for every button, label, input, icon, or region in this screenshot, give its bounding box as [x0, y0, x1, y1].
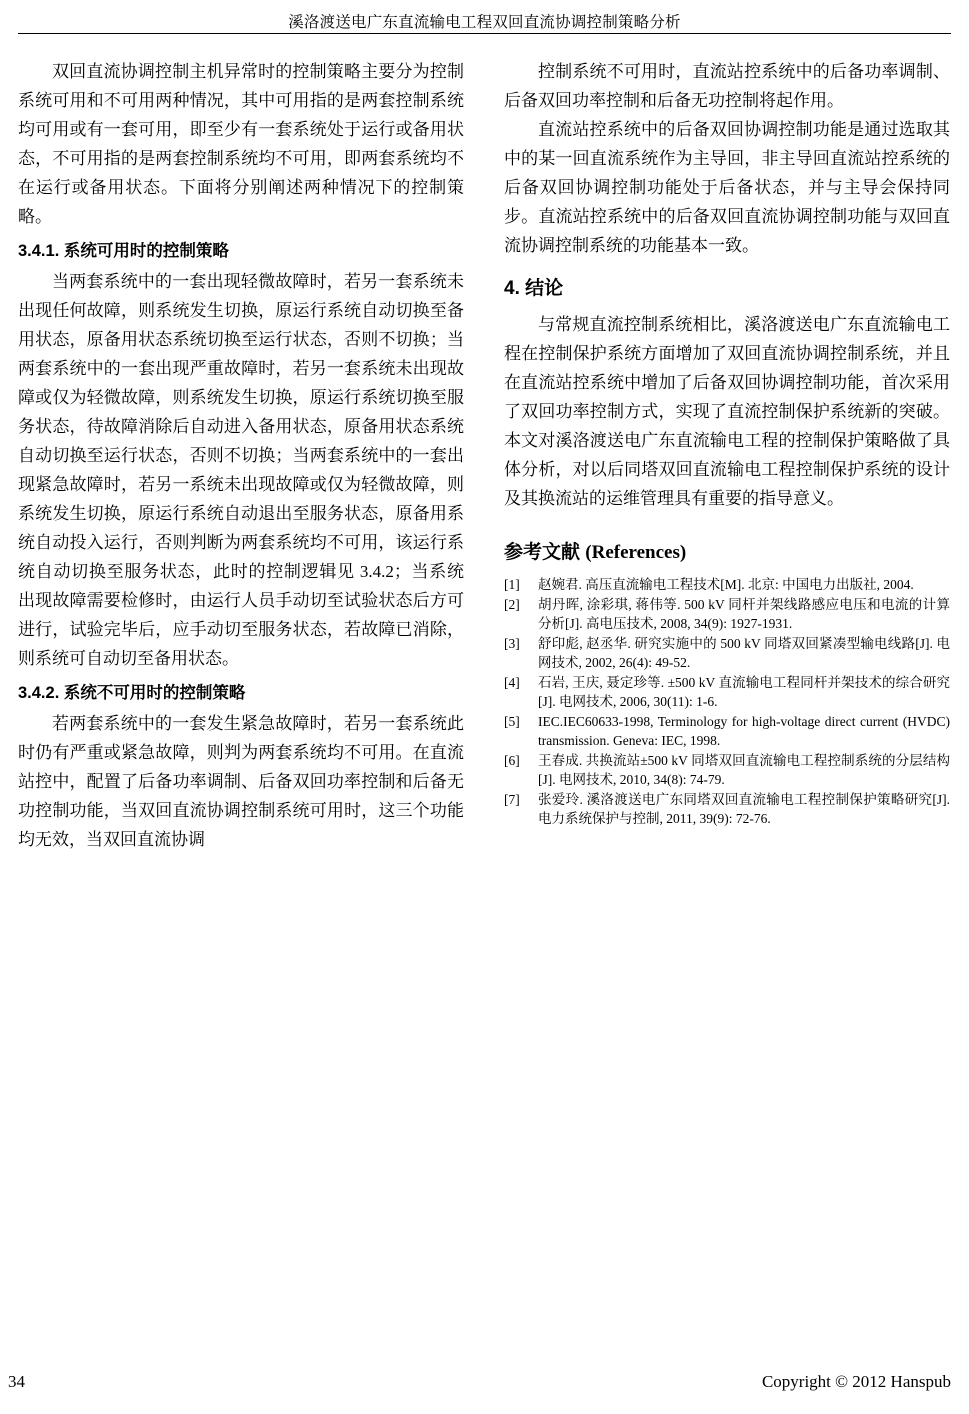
reference-text: 舒印彪, 赵丞华. 研究实施中的 500 kV 同塔双回紧凑型输电线路[J]. 电网技术, 2002, 26(4): 49-52. [538, 636, 950, 670]
subheading-3-4-1: 3.4.1. 系统可用时的控制策略 [18, 242, 229, 260]
reference-text: 王春成. 共换流站±500 kV 同塔双回直流输电工程控制系统的分层结构[J]. 电网技术, 2010, 34(8): 74-79. [538, 753, 950, 787]
list-item [504, 673, 950, 711]
reference-text: 胡丹晖, 涂彩琪, 蒋伟等. 500 kV 同杆并架线路感应电压和电流的计算分析[J]. 高电压技术, 2008, 34(9): 1927-1931. [538, 597, 950, 631]
references-heading [504, 539, 950, 567]
header-rule [18, 33, 951, 34]
reference-number: [2] [504, 597, 520, 612]
section-heading-conclusion: 4. 结论 [504, 278, 564, 299]
two-column-body [18, 57, 951, 854]
copyright-notice: Copyright © 2012 Hanspub [761, 1372, 951, 1391]
references-heading-en: (References) [585, 542, 687, 563]
list-item [504, 634, 950, 672]
page-footer [8, 1370, 951, 1392]
reference-number: [3] [504, 636, 520, 651]
list-item [504, 712, 950, 750]
list-item [504, 790, 950, 828]
paragraph-right-3: 与常规直流控制系统相比，溪洛渡送电广东直流输电工程在控制保护系统方面增加了双回直流协调控制系统，并且在直流站控系统中增加了后备双回协调控制功能，首次采用了双回功率控制方式，实现了直流控制保护系统新的突破。本文对溪洛渡送电广东直流输电工程的控制保护策略做了具体分析，对以后同塔双回直流输电工程控制保护系统的设计及其换流站的运维管理具有重要的指导意义。 [504, 315, 950, 508]
left-column [18, 57, 464, 854]
reference-text: 赵婉君. 高压直流输电工程技术[M]. 北京: 中国电力出版社, 2004. [538, 577, 914, 592]
reference-number: [1] [504, 577, 520, 592]
reference-number: [6] [504, 753, 520, 768]
paragraph-right-1: 控制系统不可用时，直流站控系统中的后备功率调制、后备双回功率控制和后备无功控制将起作用。 [504, 62, 950, 110]
reference-text: 张爱玲. 溪洛渡送电广东同塔双回直流输电工程控制保护策略研究[J]. 电力系统保护与控制, 2011, 39(9): 72-76. [538, 792, 950, 826]
reference-number: [5] [504, 714, 520, 729]
reference-text: IEC.IEC60633-1998, Terminology for high-voltage direct current (HVDC) transmission. Geneva: IEC, 1998. [538, 714, 950, 748]
running-head: 溪洛渡送电广东直流输电工程双回直流协调控制策略分析 [288, 14, 681, 31]
references-heading-cn: 参考文献 [504, 542, 581, 563]
paragraph-left-3: 若两套系统中的一套发生紧急故障时，若另一套系统此时仍有严重或紧急故障，则判为两套系统均不可用。在直流站控中，配置了后备功率调制、后备双回功率控制和后备无功控制功能，当双回直流协调控制系统可用时，这三个功能均无效，当双回直流协调 [18, 714, 464, 849]
reference-number: [7] [504, 792, 520, 807]
paragraph-right-2: 直流站控系统中的后备双回协调控制功能是通过选取其中的某一回直流系统作为主导回，非主导回直流站控系统的后备双回协调控制功能处于后备状态，并与主导会保持同步。直流站控系统中的后备双回直流协调控制功能与双回直流协调控制系统的功能基本一致。 [504, 120, 950, 255]
reference-list [504, 575, 950, 828]
reference-text: 石岩, 王庆, 聂定珍等. ±500 kV 直流输电工程同杆并架技术的综合研究[J]. 电网技术, 2006, 30(11): 1-6. [538, 675, 950, 709]
list-item [504, 575, 950, 594]
subheading-3-4-2: 3.4.2. 系统不可用时的控制策略 [18, 684, 246, 702]
page-number: 34 [8, 1372, 25, 1391]
list-item [504, 595, 950, 633]
right-column [504, 57, 950, 854]
paragraph-left-2: 当两套系统中的一套出现轻微故障时，若另一套系统未出现任何故障，则系统发生切换，原运行系统自动切换至备用状态，原备用状态系统切换至运行状态，否则不切换；当两套系统中的一套出现严重故障时，若另一套系统未出现故障或仅为轻微故障，则系统发生切换，原运行系统切换至服务状态，待故障消除后自动进入备用状态，原备用状态系统自动切换至运行状态，否则不切换；当两套系统中的一套出现紧急故障时，若另一系统未出现故障或仅为轻微故障，则系统发生切换，原运行系统自动退出至服务状态，原备用系统自动投入运行，否则判断为两套系统均不可用，该运行系统自动切换至服务状态，此时的控制逻辑见 3.4.2；当系统出现故障需要检修时，由运行人员手动切至试验状态后方可进行，试验完毕后，应手动切至服务状态，若故障已消除，则系统可自动切至备用状态。 [18, 272, 464, 668]
paragraph-left-1: 双回直流协调控制主机异常时的控制策略主要分为控制系统可用和不可用两种情况，其中可用指的是两套控制系统均可用或有一套可用，即至少有一套系统处于运行或备用状态，不可用指的是两套控制系统均不可用，即两套系统均不在运行或备用状态。下面将分别阐述两种情况下的控制策略。 [18, 62, 464, 226]
list-item [504, 751, 950, 789]
reference-number: [4] [504, 675, 520, 690]
